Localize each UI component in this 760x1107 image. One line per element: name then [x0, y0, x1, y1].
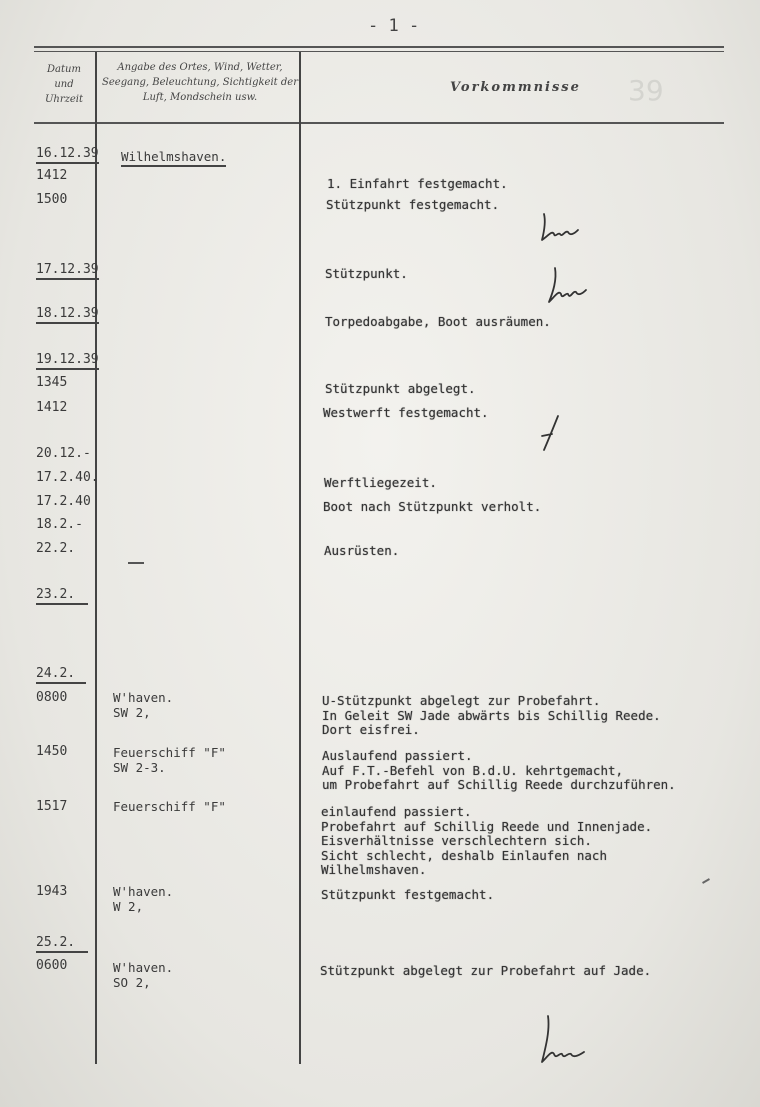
entry-date: 23.2.: [36, 587, 88, 605]
entry-time: 1450: [36, 744, 68, 759]
entry-time: 1345: [36, 375, 68, 390]
entry-date: 20.12.-: [36, 446, 91, 461]
entry-date: 17.12.39: [36, 262, 99, 280]
column-divider-date: [95, 52, 97, 1064]
entry-event: 1. Einfahrt festgemacht.: [327, 176, 508, 191]
entry-event: Westwerft festgemacht.: [323, 405, 489, 420]
entry-event: Ausrüsten.: [324, 543, 400, 558]
entry-event: Stützpunkt abgelegt zur Probefahrt auf Jade.: [320, 963, 652, 978]
signature-initials-icon: [545, 266, 589, 306]
header-events-column: Vorkommnisse: [450, 80, 581, 95]
column-divider-events: [299, 52, 301, 1064]
entry-place: W'haven. SW 2,: [113, 690, 174, 720]
entry-event: U-Stützpunkt abgelegt zur Probefahrt. In Geleit SW Jade abwärts bis Schillig Reede. Dort eisfrei.: [322, 693, 661, 737]
entry-time: 0600: [36, 958, 68, 973]
stray-mark: [128, 562, 144, 564]
table-top-rule: [34, 46, 724, 48]
page-number: - 1 -: [368, 16, 420, 36]
table-top-rule-thin: [34, 51, 724, 52]
entry-date: 25.2.: [36, 935, 88, 953]
entry-date: 18.12.39: [36, 306, 99, 324]
entry-event: Torpedoabgabe, Boot ausräumen.: [325, 314, 551, 329]
entry-place: Feuerschiff "F" SW 2-3.: [113, 745, 226, 775]
entry-time: 1500: [36, 192, 68, 207]
signature-stroke-icon: [538, 414, 562, 454]
entry-date: 19.12.39: [36, 352, 99, 370]
entry-time: 1943: [36, 884, 68, 899]
entry-event: Stützpunkt festgemacht.: [326, 197, 500, 212]
header-bottom-rule: [34, 122, 724, 124]
entry-place: W'haven. W 2,: [113, 884, 174, 914]
header-date-column: Datum und Uhrzeit: [44, 64, 84, 105]
entry-time: 1517: [36, 799, 68, 814]
entry-time: 1412: [36, 400, 68, 415]
entry-event: Boot nach Stützpunkt verholt.: [323, 499, 542, 514]
header-place-column: Angabe des Ortes, Wind, Wetter, Seegang, Beleuchtung, Sichtigkeit der Luft, Mondschein usw.: [102, 62, 298, 103]
entry-place: Feuerschiff "F": [113, 799, 226, 814]
entry-time: 0800: [36, 690, 68, 705]
entry-event: einlaufend passiert. Probefahrt auf Schillig Reede und Innenjade. Eisverhältnisse verschlechtern sich. Sicht schlecht, deshalb Einlaufen nach Wilhelmshaven.: [321, 804, 653, 877]
page-stamp: 39: [628, 74, 664, 107]
entry-date: 17.2.40.: [36, 470, 99, 485]
entry-place: W'haven. SO 2,: [113, 960, 174, 990]
entry-place: Wilhelmshaven.: [121, 149, 226, 167]
entry-date: 17.2.40: [36, 494, 91, 509]
entry-event: Stützpunkt abgelegt.: [325, 381, 476, 396]
stray-mark: [702, 878, 710, 884]
entry-time: 1412: [36, 168, 68, 183]
entry-date: 16.12.39: [36, 146, 99, 164]
entry-event: Stützpunkt festgemacht.: [321, 887, 495, 902]
entry-date: 22.2.: [36, 541, 76, 556]
entry-event: Auslaufend passiert. Auf F.T.-Befehl von B.d.U. kehrtgemacht, um Probefahrt auf Schillig Reede durchzuführen.: [322, 748, 676, 792]
entry-date: 24.2.: [36, 666, 86, 684]
signature-initials-icon: [536, 1012, 592, 1068]
entry-date: 18.2.-: [36, 517, 83, 532]
signature-initials-icon: [538, 210, 582, 244]
entry-event: Stützpunkt.: [325, 266, 408, 281]
entry-event: Werftliegezeit.: [324, 475, 437, 490]
